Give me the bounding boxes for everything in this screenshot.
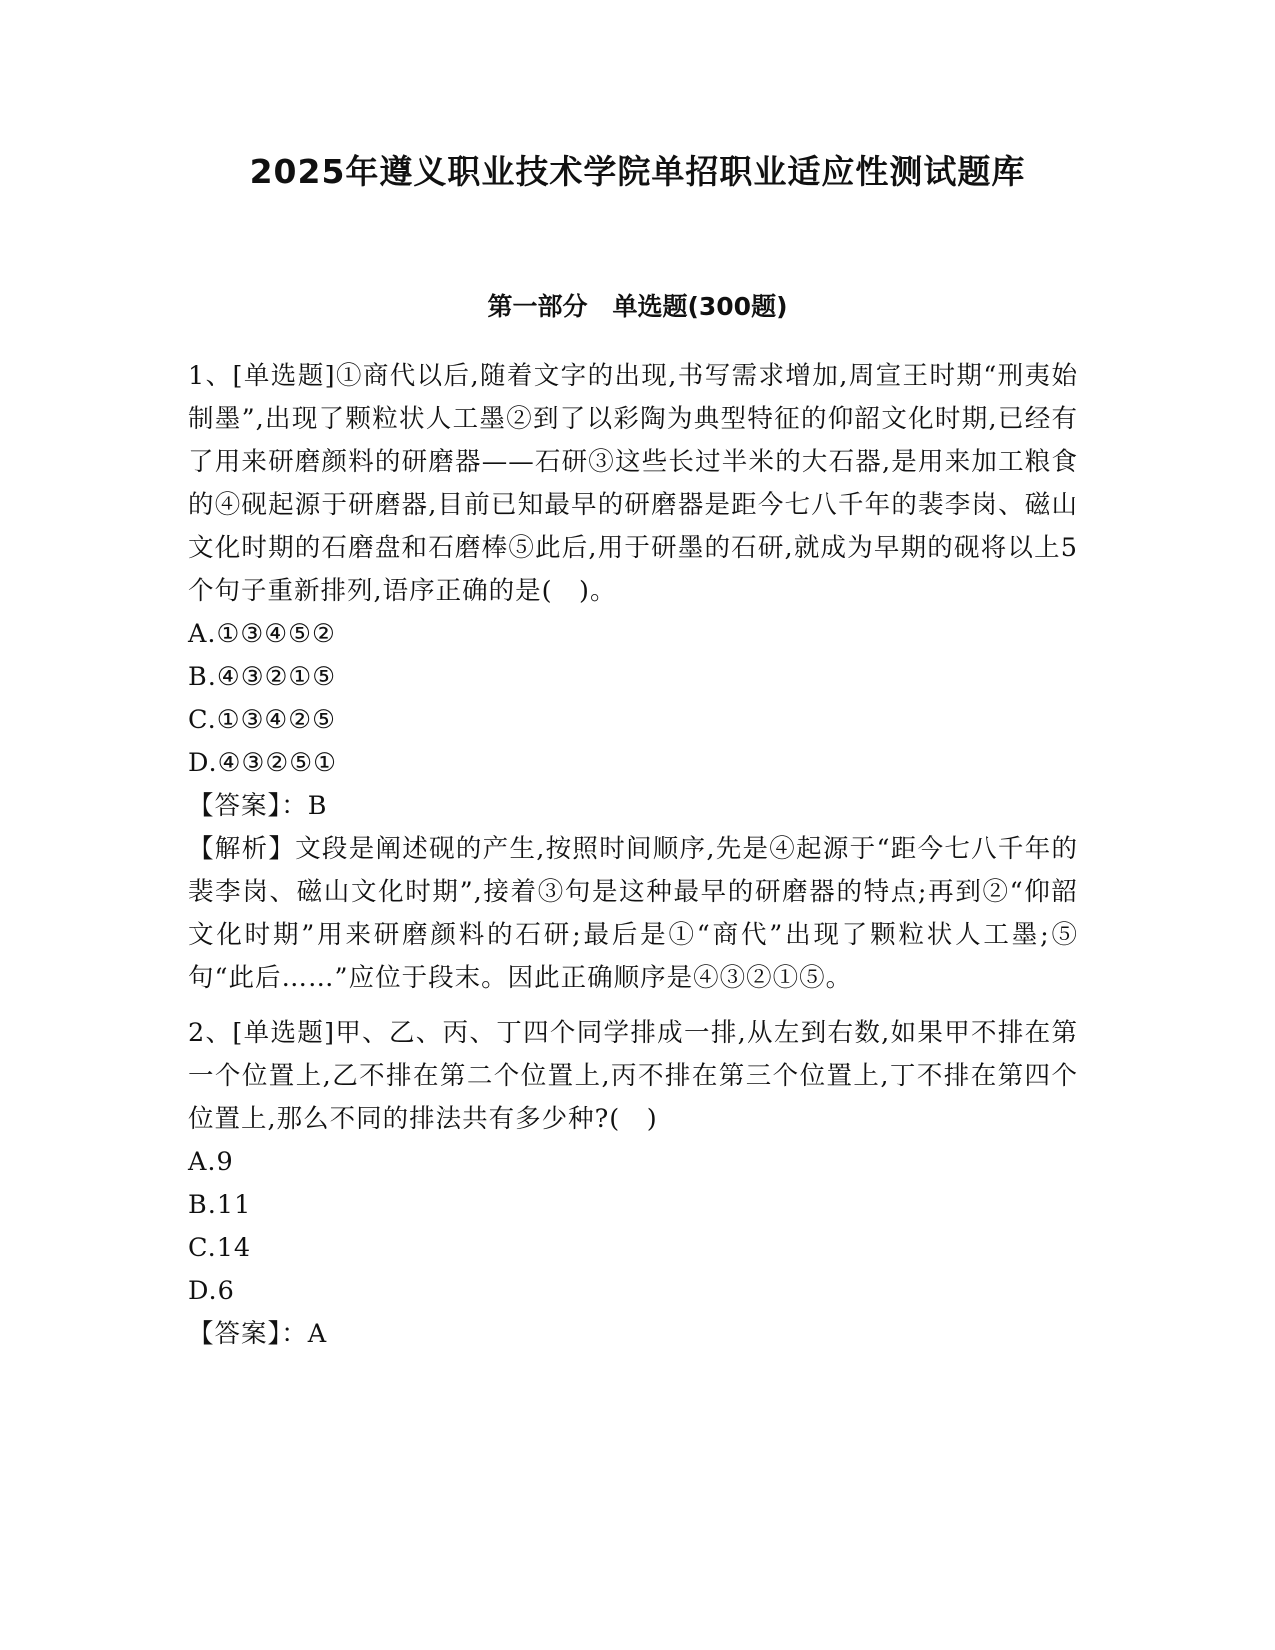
question-2 xyxy=(188,1012,1078,1356)
questions-list xyxy=(188,355,1078,1356)
answer: 【答案】：B xyxy=(188,791,328,821)
question-1 xyxy=(188,355,1078,1000)
option-d: D.6 xyxy=(188,1276,235,1306)
analysis: 【解析】文段是阐述砚的产生,按照时间顺序,先是④起源于“距今七八千年的裴李岗、磁山文化时期”,接着③句是这种最早的研磨器的特点;再到②“仰韶文化时期”用来研磨颜料的石研;最后是①“商代”出现了颗粒状人工墨;⑤句“此后……”应位于段末。因此正确顺序是④③②①⑤。 xyxy=(188,834,1078,993)
option-c: C.①③④②⑤ xyxy=(188,705,337,735)
question-text: 2、[单选题]甲、乙、丙、丁四个同学排成一排,从左到右数,如果甲不排在第一个位置上,乙不排在第二个位置上,丙不排在第三个位置上,丁不排在第四个位置上,那么不同的排法共有多少种?( ) xyxy=(188,1018,1078,1134)
question-text: 1、[单选题]①商代以后,随着文字的出现,书写需求增加,周宣王时期“刑夷始制墨”,出现了颗粒状人工墨②到了以彩陶为典型特征的仰韶文化时期,已经有了用来研磨颜料的研磨器——石研③这些长过半米的大石器,是用来加工粮食的④砚起源于研磨器,目前已知最早的研磨器是距今七八千年的裴李岗、磁山文化时期的石磨盘和石磨棒⑤此后,用于研墨的石研,就成为早期的砚将以上5个句子重新排列,语序正确的是( )。 xyxy=(188,361,1078,606)
option-b: B.④③②①⑤ xyxy=(188,662,337,692)
option-a: A.9 xyxy=(188,1147,234,1177)
option-d: D.④③②⑤① xyxy=(188,748,337,778)
section-title: 第一部分 单选题(300题) xyxy=(487,292,788,321)
option-c: C.14 xyxy=(188,1233,252,1263)
option-b: B.11 xyxy=(188,1190,252,1220)
option-a: A.①③④⑤② xyxy=(188,619,336,649)
answer: 【答案】：A xyxy=(188,1319,328,1349)
document-title: 2025年遵义职业技术学院单招职业适应性测试题库 xyxy=(249,152,1026,191)
